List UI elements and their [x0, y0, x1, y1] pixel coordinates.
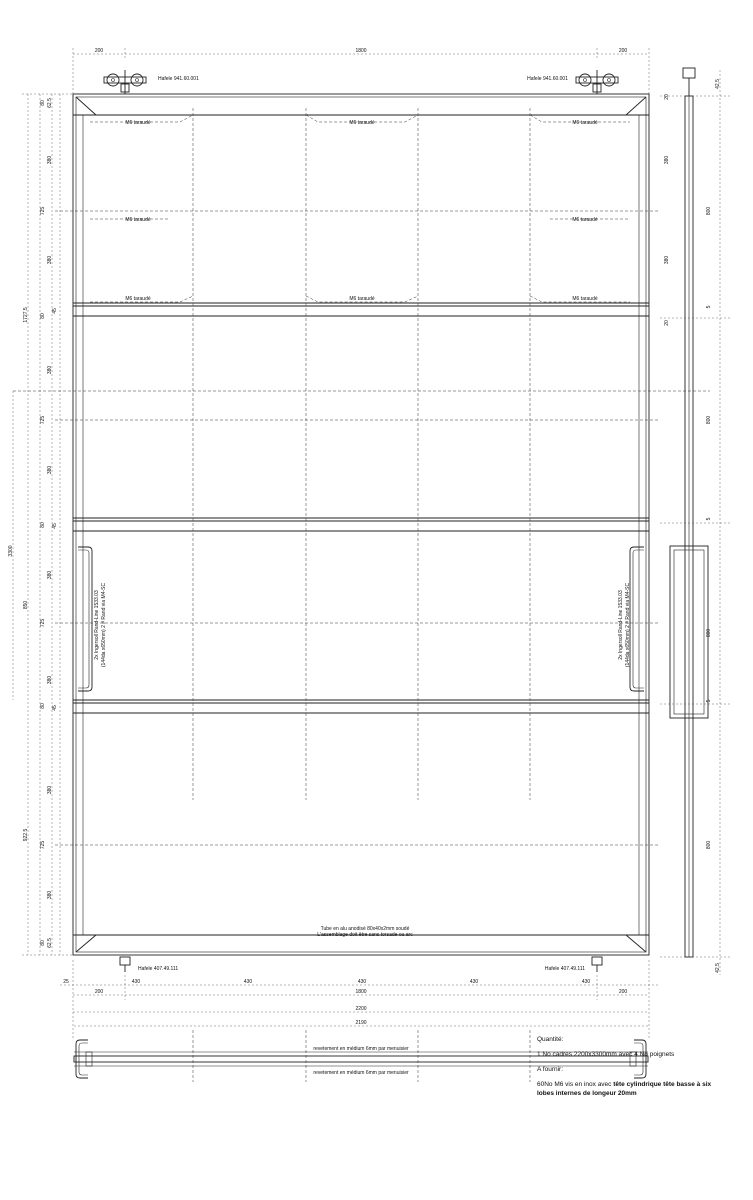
dim-380: 380 [47, 675, 53, 685]
hardware-label-bottom-left: Hafele 407.49.111 [138, 966, 179, 972]
dim-2200: 2200 [355, 1006, 367, 1012]
dim-2190: 2190 [355, 1020, 367, 1026]
dim-middle: 850 [23, 600, 29, 610]
hardware-label-top-right: Hafele 941.60.001 [527, 76, 568, 82]
handle-right [630, 547, 644, 691]
dim-right-panel: 800 [706, 840, 712, 850]
dim-top-middle: 1800 [355, 48, 367, 54]
dim-right-small: 5 [706, 305, 712, 309]
dim-380: 380 [664, 255, 670, 265]
dim-1800: 1800 [355, 989, 367, 995]
dim-430: 430 [357, 979, 367, 985]
dim-200: 200 [618, 989, 628, 995]
dim-380: 380 [47, 785, 53, 795]
top-roller-left [104, 70, 146, 94]
dim-right-panel: 800 [706, 628, 712, 638]
dashed-grid [13, 108, 710, 845]
dim-80: 80 [40, 313, 46, 319]
dim-45: 45 [52, 705, 58, 711]
left-dimension-chain [8, 94, 72, 955]
dim-45: 45 [52, 308, 58, 314]
thread-label: M6 taraudé [572, 296, 598, 302]
dim-430: 430 [581, 979, 591, 985]
side-elevation [660, 68, 730, 975]
bottom-guide-right [592, 957, 602, 972]
dim-right-gap: 20 [664, 320, 670, 326]
dim-80: 80 [40, 940, 46, 946]
section-label-bottom: revetement en médium 6mm par menuisier [313, 1070, 409, 1076]
quantity-title: Quantité: [537, 1036, 564, 1043]
thread-label: M6 taraudé [572, 217, 598, 223]
bottom-guide-left [120, 957, 130, 972]
dim-380: 380 [47, 465, 53, 475]
hardware-label-bottom-right: Hafele 407.49.111 [544, 966, 585, 972]
dim-80: 80 [40, 522, 46, 528]
supply-text [537, 1081, 727, 1097]
thread-label: M6 taraudé [125, 296, 151, 302]
dim-top-right: 200 [618, 48, 628, 54]
dim-upper: 1727.5 [23, 307, 29, 323]
handle-note-right-line2: (144da x650mm) 2 # Rand via M4-SC [625, 582, 631, 668]
thread-label: M6 taraudé [349, 296, 375, 302]
dim-725: 725 [40, 415, 46, 425]
dim-right-panel: 800 [706, 206, 712, 216]
supply-title: A fournir: [537, 1066, 564, 1074]
quantity-text: 1 No cadres 2200x3300mm avec 4 No poignets [537, 1051, 675, 1059]
tube-note-line2: L'assemblage doit être sans torsade ou arc [317, 932, 413, 938]
dim-right-small: 5 [706, 517, 712, 521]
dim-380: 380 [47, 155, 53, 165]
dim-right-panel: 800 [706, 415, 712, 425]
tube-note-line1: Tube en alu anodisé 80x40x2mm soudé [320, 926, 410, 932]
thread-label: M6 taraudé [572, 120, 598, 126]
dim-430: 430 [131, 979, 141, 985]
dim-200: 200 [94, 989, 104, 995]
notes-block [537, 1036, 727, 1105]
dim-380: 380 [47, 255, 53, 265]
handle-note-left-line2: (144da x650mm) 2 # Rand via M4-SC [101, 582, 107, 668]
thread-callouts [90, 115, 630, 302]
handle-note-left-line1: 2x Ingersoll Rand-Line 1533.03 [94, 590, 100, 660]
dim-right-small: 5 [706, 699, 712, 703]
thread-label: M6 taraudé [349, 120, 375, 126]
dim-lower: 922.5 [23, 828, 29, 842]
dim-80: 80 [40, 100, 46, 106]
handle-left [78, 547, 92, 691]
dim-380: 380 [47, 570, 53, 580]
dim-380: 380 [47, 365, 53, 375]
dim-725: 725 [40, 206, 46, 216]
dim-offset: 25 [63, 979, 69, 985]
dim-725: 725 [40, 840, 46, 850]
dim-top-left: 200 [94, 48, 104, 54]
dim-380: 380 [664, 155, 670, 165]
thread-label: M6 taraudé [125, 217, 151, 223]
thread-label: M6 taraudé [125, 120, 151, 126]
main-frame [73, 94, 649, 955]
dim-45: 45 [52, 523, 58, 529]
dim-430: 430 [469, 979, 479, 985]
dim-380: 380 [47, 890, 53, 900]
dim-62-5: 62.5 [47, 98, 53, 108]
hardware-label-top-left: Hafele 941.60.001 [158, 76, 199, 82]
dim-right-bottom: 42.5 [715, 963, 721, 973]
dim-62-5: 62.5 [47, 938, 53, 948]
dim-right-gap: 20 [664, 94, 670, 100]
section-label-top: revetement en médium 6mm par menuisier [313, 1046, 409, 1052]
bottom-dimension-chain [60, 960, 660, 1040]
supply-text-normal: 60No M6 vis en inox avec [537, 1081, 614, 1089]
supply-text-bold: tête cylindrique tête basse à six lobes internes de longeur 20mm [537, 1081, 712, 1097]
dim-80: 80 [40, 703, 46, 709]
dim-725: 725 [40, 618, 46, 628]
dim-overall-height: 3300 [8, 545, 14, 557]
top-roller-right [576, 70, 618, 94]
handle-note-right-line1: 2x Ingersoll Rand-Line 1533.03 [618, 590, 624, 660]
dim-430: 430 [243, 979, 253, 985]
dim-right-top: 42.5 [715, 79, 721, 89]
